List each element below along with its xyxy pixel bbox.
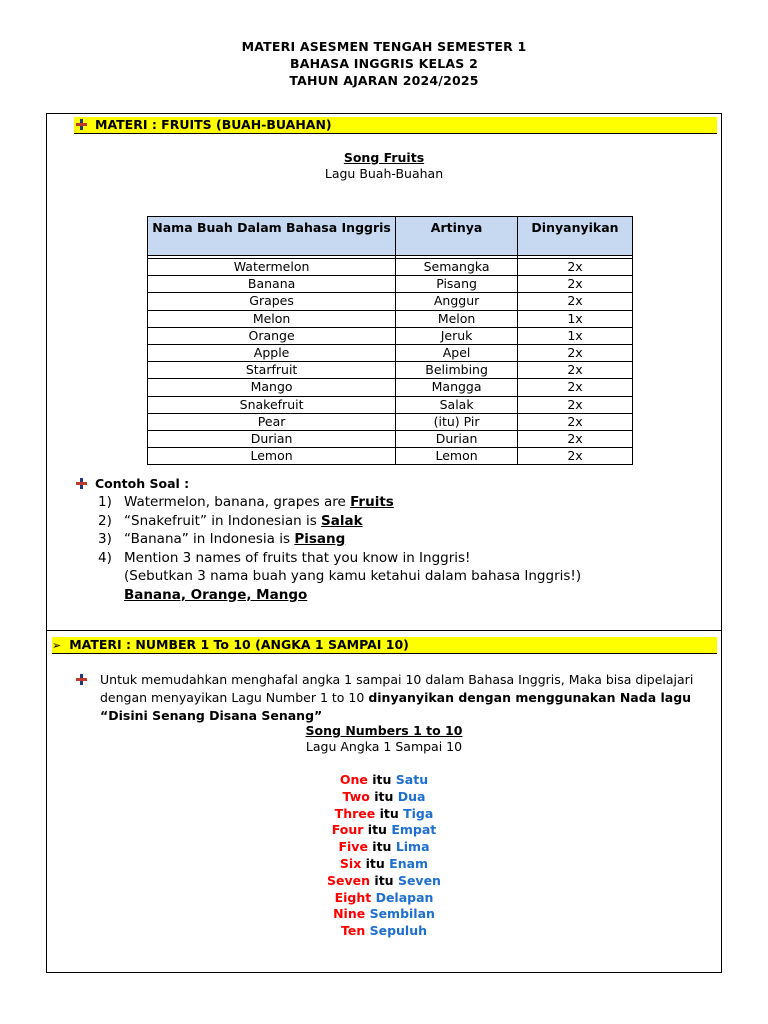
header-subject: BAHASA INGGRIS KELAS 2: [290, 56, 478, 71]
fruit-name-cell: Pear: [148, 413, 396, 430]
indonesian-number: Empat: [391, 822, 437, 838]
fruits-song-heading: [46, 150, 722, 182]
bullet-icon: [76, 674, 87, 685]
fruit-name-cell: Durian: [148, 430, 396, 447]
table-row: [148, 413, 633, 430]
number-line: [46, 873, 722, 890]
fruit-meaning-cell: Pisang: [396, 276, 518, 293]
table-header-sung: Dinyanyikan: [517, 217, 632, 256]
fruit-name-cell: Starfruit: [148, 362, 396, 379]
fruit-sung-cell: 2x: [517, 276, 632, 293]
numbers-song-lyrics: [46, 772, 722, 940]
number-line: [46, 856, 722, 873]
question-item: [98, 493, 698, 512]
table-header-name: Nama Buah Dalam Bahasa Inggris: [148, 217, 396, 256]
indonesian-number: Dua: [397, 788, 426, 804]
fruit-meaning-cell: Lemon: [396, 448, 518, 465]
table-row: [148, 448, 633, 465]
fruit-sung-cell: 1x: [517, 327, 632, 344]
fruits-song-title: Song Fruits: [343, 150, 425, 165]
question-answer: Salak: [321, 512, 363, 529]
question-answer: Banana, Orange, Mango: [124, 586, 308, 603]
english-number: Two: [342, 788, 370, 804]
fruit-meaning-cell: Durian: [396, 430, 518, 447]
fruit-meaning-cell: Anggur: [396, 293, 518, 310]
arrow-right-icon: ➢: [52, 639, 62, 652]
contoh-soal-label: Contoh Soal :: [95, 476, 190, 491]
fruit-name-cell: Melon: [148, 310, 396, 327]
table-row: [148, 293, 633, 310]
itu-word: itu: [374, 872, 394, 888]
header-year: TAHUN AJARAN 2024/2025: [289, 73, 479, 88]
section-numbers-title: MATERI : NUMBER 1 To 10 (ANGKA 1 SAMPAI 10): [69, 637, 409, 652]
number-line: [46, 890, 722, 907]
itu-word: itu: [367, 822, 387, 838]
fruit-meaning-cell: Jeruk: [396, 327, 518, 344]
intro-bold: dinyanyikan dengan menggunakan Nada lagu “Disini Senang Disana Senang”: [100, 690, 692, 723]
number-line: [46, 839, 722, 856]
section-divider: [46, 630, 722, 631]
question-answer: Pisang: [294, 531, 346, 547]
english-number: One: [339, 772, 368, 787]
indonesian-number: Enam: [389, 855, 429, 871]
fruit-meaning-cell: Semangka: [396, 259, 518, 276]
section-fruits-title-bar: [74, 117, 717, 134]
section-fruits-title: MATERI : FRUITS (BUAH-BUAHAN): [95, 117, 332, 132]
question-number: 3): [98, 531, 112, 547]
question-text: Watermelon, banana, grapes are: [124, 494, 351, 510]
fruit-name-cell: Snakefruit: [148, 396, 396, 413]
indonesian-number: Satu: [395, 772, 429, 787]
table-row: [148, 344, 633, 361]
indonesian-number: Sepuluh: [369, 923, 428, 939]
header-title: MATERI ASESMEN TENGAH SEMESTER 1: [241, 39, 527, 54]
question-answer: Fruits: [350, 494, 394, 510]
fruit-sung-cell: 2x: [517, 379, 632, 396]
itu-word: itu: [365, 855, 385, 871]
indonesian-number: Tiga: [403, 805, 434, 821]
fruit-meaning-cell: Melon: [396, 310, 518, 327]
contoh-soal-heading: [76, 476, 189, 491]
intro-plain: Untuk memudahkan menghafal angka 1 sampai 10 dalam Bahasa Inggris, Maka bisa dipelajari dengan menyayikan Lagu Number 1 to 10: [100, 672, 694, 705]
fruit-meaning-cell: (itu) Pir: [396, 413, 518, 430]
fruit-sung-cell: 2x: [517, 413, 632, 430]
number-line: [46, 822, 722, 839]
question-number: 1): [98, 494, 112, 510]
table-header-meaning: Artinya: [396, 217, 518, 256]
numbers-song-heading: [46, 723, 722, 755]
fruit-sung-cell: 2x: [517, 344, 632, 361]
question-text: Mention 3 names of fruits that you know in Inggris!: [124, 549, 471, 566]
english-number: Nine: [333, 906, 366, 922]
numbers-intro: [76, 671, 716, 725]
english-number: Seven: [327, 872, 371, 888]
document-header: [0, 38, 768, 89]
question-item: [98, 530, 698, 549]
bullet-icon: [76, 119, 87, 130]
fruit-meaning-cell: Belimbing: [396, 362, 518, 379]
fruit-sung-cell: 2x: [517, 362, 632, 379]
fruit-meaning-cell: Mangga: [396, 379, 518, 396]
itu-word: itu: [379, 805, 399, 821]
question-text: “Snakefruit” in Indonesian is: [124, 512, 322, 529]
fruit-sung-cell: 2x: [517, 259, 632, 276]
fruit-name-cell: Mango: [148, 379, 396, 396]
section-numbers-title-bar: [52, 637, 717, 654]
number-line: [46, 789, 722, 806]
english-number: Four: [331, 822, 364, 838]
fruit-meaning-cell: Apel: [396, 344, 518, 361]
table-row: [148, 259, 633, 276]
table-row: [148, 430, 633, 447]
numbers-song-title: Song Numbers 1 to 10: [305, 723, 463, 738]
indonesian-number: Delapan: [375, 889, 434, 905]
bullet-icon: [76, 478, 87, 489]
fruit-name-cell: Apple: [148, 344, 396, 361]
fruit-name-cell: Banana: [148, 276, 396, 293]
question-number: 2): [98, 512, 112, 529]
fruit-name-cell: Orange: [148, 327, 396, 344]
itu-word: itu: [372, 839, 392, 855]
question-number: 4): [98, 549, 112, 566]
table-row: [148, 396, 633, 413]
english-number: Ten: [340, 923, 366, 939]
number-line: [46, 806, 722, 823]
indonesian-number: Lima: [395, 839, 430, 855]
table-row: [148, 276, 633, 293]
fruit-sung-cell: 2x: [517, 396, 632, 413]
fruits-table: [147, 216, 633, 465]
number-line: [46, 772, 722, 789]
itu-word: itu: [372, 772, 392, 787]
table-row: [148, 379, 633, 396]
number-line: [46, 906, 722, 923]
fruit-name-cell: Lemon: [148, 448, 396, 465]
fruit-sung-cell: 2x: [517, 448, 632, 465]
numbers-intro-text: [76, 671, 716, 725]
table-row: [148, 327, 633, 344]
indonesian-number: Sembilan: [369, 906, 435, 922]
fruits-table-body: [148, 256, 633, 465]
fruit-sung-cell: 2x: [517, 293, 632, 310]
english-number: Six: [339, 855, 362, 871]
question-subtext: (Sebutkan 3 nama buah yang kamu ketahui dalam bahasa Inggris!): [124, 568, 582, 584]
number-line: [46, 923, 722, 940]
fruit-meaning-cell: Salak: [396, 396, 518, 413]
fruit-sung-cell: 1x: [517, 310, 632, 327]
english-number: Three: [334, 805, 376, 821]
question-item: [98, 512, 698, 531]
table-row: [148, 310, 633, 327]
question-text: “Banana” in Indonesia is: [124, 531, 295, 547]
numbers-song-subtitle: Lagu Angka 1 Sampai 10: [305, 739, 463, 754]
questions-list: [98, 493, 698, 604]
question-item: [98, 549, 698, 605]
itu-word: itu: [374, 788, 394, 804]
fruits-song-subtitle: Lagu Buah-Buahan: [324, 166, 444, 181]
english-number: Eight: [334, 889, 372, 905]
indonesian-number: Seven: [397, 872, 441, 888]
fruit-name-cell: Watermelon: [148, 259, 396, 276]
english-number: Five: [338, 839, 368, 855]
fruit-sung-cell: 2x: [517, 430, 632, 447]
fruit-name-cell: Grapes: [148, 293, 396, 310]
table-row: [148, 362, 633, 379]
